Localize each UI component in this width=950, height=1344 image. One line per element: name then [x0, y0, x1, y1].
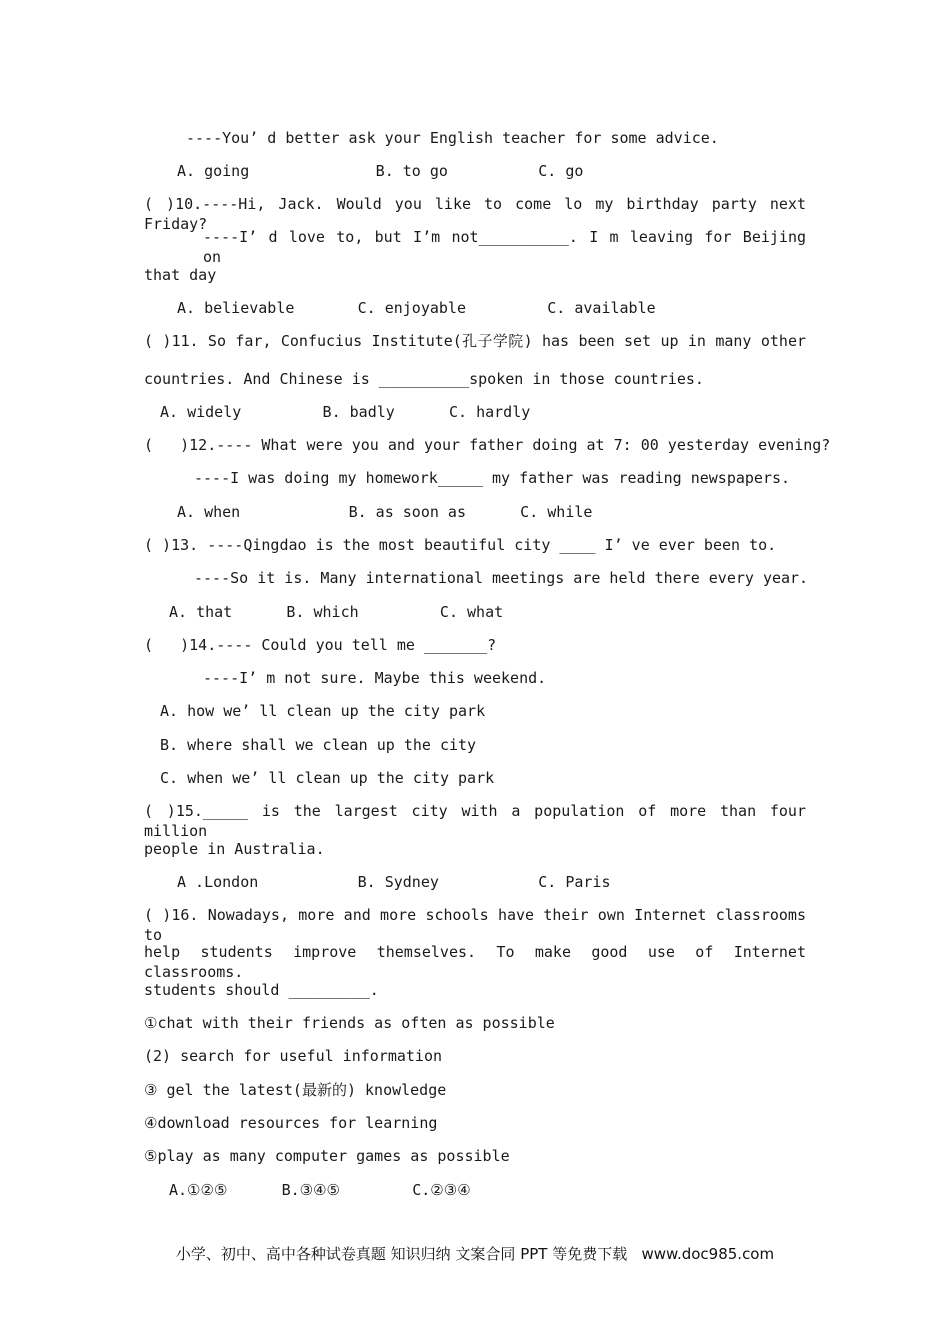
options-line: A. widely B. badly C. hardly [160, 403, 531, 421]
options-line: A. that B. which C. what [169, 603, 504, 621]
question-11: ( )11. So far, Confucius Institute(孔子学院) has been set up in many other [144, 332, 806, 350]
options-line: A.①②⑤ B.③④⑤ C.②③④ [169, 1181, 471, 1199]
response-line: ----So it is. Many international meetings are held there every year. [194, 569, 809, 587]
options-line: A. believable C. enjoyable C. available [177, 299, 656, 317]
options-line: A. when B. as soon as C. while [177, 503, 593, 521]
question-10: ( )10.----Hi, Jack. Would you like to come lo my birthday party next Friday? [144, 195, 806, 233]
response-line: ----I’ m not sure. Maybe this weekend. [203, 669, 547, 687]
choice-2: (2) search for useful information [144, 1047, 443, 1065]
choice-3: ③ gel the latest(最新的) knowledge [144, 1081, 447, 1099]
options-line: A .London B. Sydney C. Paris [177, 873, 611, 891]
question-15: ( )15._____ is the largest city with a population of more than four million [144, 802, 806, 840]
continuation-line: people in Australia. [144, 840, 325, 858]
continuation-line: that day [144, 266, 217, 284]
response-line: ----I’ d love to, but I’m not__________. I m leaving for Beijing on [203, 228, 806, 266]
continuation-line: countries. And Chinese is __________spoken in those countries. [144, 370, 704, 388]
question-16: ( )16. Nowadays, more and more schools have their own Internet classrooms to [144, 906, 806, 944]
option-c: C. when we’ ll clean up the city park [160, 769, 495, 787]
choice-5: ⑤play as many computer games as possible [144, 1147, 510, 1165]
question-12: ( )12.---- What were you and your father doing at 7: 00 yesterday evening? [144, 436, 831, 454]
page-footer: 小学、初中、高中各种试卷真题 知识归纳 文案合同 PPT 等免费下载 www.doc985.com [175, 1245, 775, 1263]
question-14: ( )14.---- Could you tell me _______? [144, 636, 497, 654]
choice-1: ①chat with their friends as often as possible [144, 1014, 555, 1032]
question-13: ( )13. ----Qingdao is the most beautiful city ____ I’ ve ever been to. [144, 536, 777, 554]
continuation-line: students should _________. [144, 981, 379, 999]
choice-4: ④download resources for learning [144, 1114, 438, 1132]
option-b: B. where shall we clean up the city [160, 736, 477, 754]
options-line: A. going B. to go C. go [177, 162, 584, 180]
answer-line: ----You’ d better ask your English teacher for some advice. [186, 129, 719, 147]
response-line: ----I was doing my homework_____ my father was reading newspapers. [194, 469, 791, 487]
option-a: A. how we’ ll clean up the city park [160, 702, 486, 720]
continuation-line: help students improve themselves. To make good use of Internet classrooms. [144, 943, 806, 981]
